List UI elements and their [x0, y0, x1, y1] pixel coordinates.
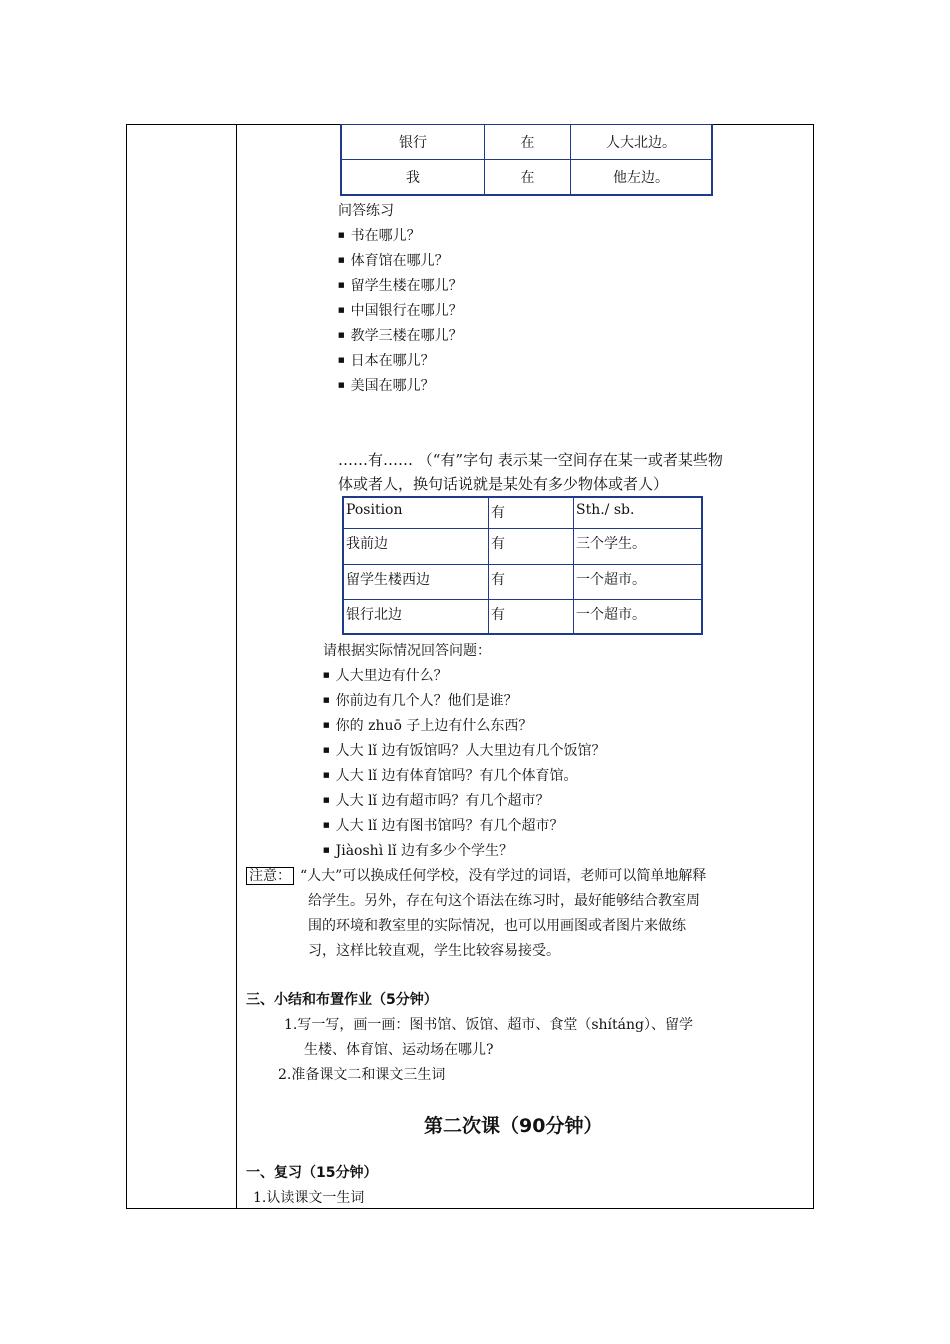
table-cell: 一个超市。	[574, 599, 703, 634]
table-cell: 有	[489, 564, 574, 599]
pattern-line: ……有…… （“有”字句 表示某一空间存在某一或者某些物	[338, 451, 723, 469]
list-item: ■ 人大 lǐ 边有图书馆吗？有几个超市？	[323, 815, 563, 835]
list-item: ■ 人大 lǐ 边有体育馆吗？有几个体育馆。	[323, 765, 577, 785]
table-row	[343, 599, 702, 634]
table-cell: 在	[485, 160, 571, 196]
list-item: ■ 留学生楼在哪儿？	[338, 275, 463, 295]
page-title: 第二次课（90分钟）	[424, 1115, 603, 1137]
note-label: 注意：	[246, 867, 294, 885]
table-row	[341, 160, 712, 196]
table-row	[343, 528, 702, 564]
note-line: 习，这样比较直观，学生比较容易接受。	[308, 943, 560, 959]
table-cell: 银行北边	[343, 599, 489, 634]
table-cell: 在	[485, 125, 571, 160]
column-divider	[236, 124, 237, 1209]
section-heading: 三、小结和布置作业（5分钟）	[246, 992, 438, 1008]
table-cell: 有	[489, 497, 574, 528]
note-line: “人大”可以换成任何学校，没有学过的词语，老师可以简单地解释	[300, 868, 707, 884]
list-item: ■ 教学三楼在哪儿？	[338, 325, 463, 345]
homework-item: 1.写一写，画一画：图书馆、饭馆、超市、食堂（shítáng）、留学	[284, 1017, 693, 1033]
list-item: ■ 你前边有几个人？他们是谁？	[323, 690, 518, 710]
note-block	[246, 865, 294, 885]
location-table	[340, 124, 713, 196]
homework-item: 2.准备课文二和课文三生词	[278, 1067, 446, 1083]
table-cell: 有	[489, 528, 574, 564]
list-item: ■ 书在哪儿？	[338, 225, 421, 245]
table-cell: 人大北边。	[571, 125, 713, 160]
table-cell: Position	[343, 497, 489, 528]
note-line: 给学生。另外，存在句这个语法在练习时，最好能够结合教室周	[308, 893, 700, 909]
table-cell: Sth./ sb.	[574, 497, 703, 528]
section-heading: 一、复习（15分钟）	[246, 1165, 378, 1181]
table-row	[343, 564, 702, 599]
table-cell: 我前边	[343, 528, 489, 564]
list-item: ■ 日本在哪儿？	[338, 350, 435, 370]
list-item: ■ 体育馆在哪儿？	[338, 250, 449, 270]
list-item: ■ 美国在哪儿？	[338, 375, 435, 395]
table-cell: 银行	[341, 125, 485, 160]
list-item: ■ 中国银行在哪儿？	[338, 300, 463, 320]
list-item: ■ Jiàoshì lǐ 边有多少个学生？	[323, 840, 513, 860]
list-item: ■ 你的 zhuō 子上边有什么东西？	[323, 715, 532, 735]
table-row	[343, 497, 702, 528]
table-cell: 三个学生。	[574, 528, 703, 564]
list-item: ■ 人大 lǐ 边有超市吗？有几个超市？	[323, 790, 549, 810]
table-cell: 有	[489, 599, 574, 634]
practice-title: 问答练习	[338, 203, 394, 219]
practice-title: 请根据实际情况回答问题：	[323, 643, 491, 659]
note-line: 围的环境和教室里的实际情况，也可以用画图或者图片来做练	[308, 918, 686, 934]
table-cell: 一个超市。	[574, 564, 703, 599]
table-cell: 留学生楼西边	[343, 564, 489, 599]
table-row	[341, 125, 712, 160]
list-item: ■ 人大里边有什么？	[323, 665, 448, 685]
pattern-line: 体或者人，换句话说就是某处有多少物体或者人）	[338, 475, 669, 493]
table-cell: 我	[341, 160, 485, 196]
review-item: 1.认读课文一生词	[253, 1190, 365, 1206]
list-item: ■ 人大 lǐ 边有饭馆吗？人大里边有几个饭馆？	[323, 740, 605, 760]
existence-table	[342, 496, 703, 635]
table-cell: 他左边。	[571, 160, 713, 196]
homework-item-cont: 生楼、体育馆、运动场在哪儿?	[304, 1042, 494, 1058]
